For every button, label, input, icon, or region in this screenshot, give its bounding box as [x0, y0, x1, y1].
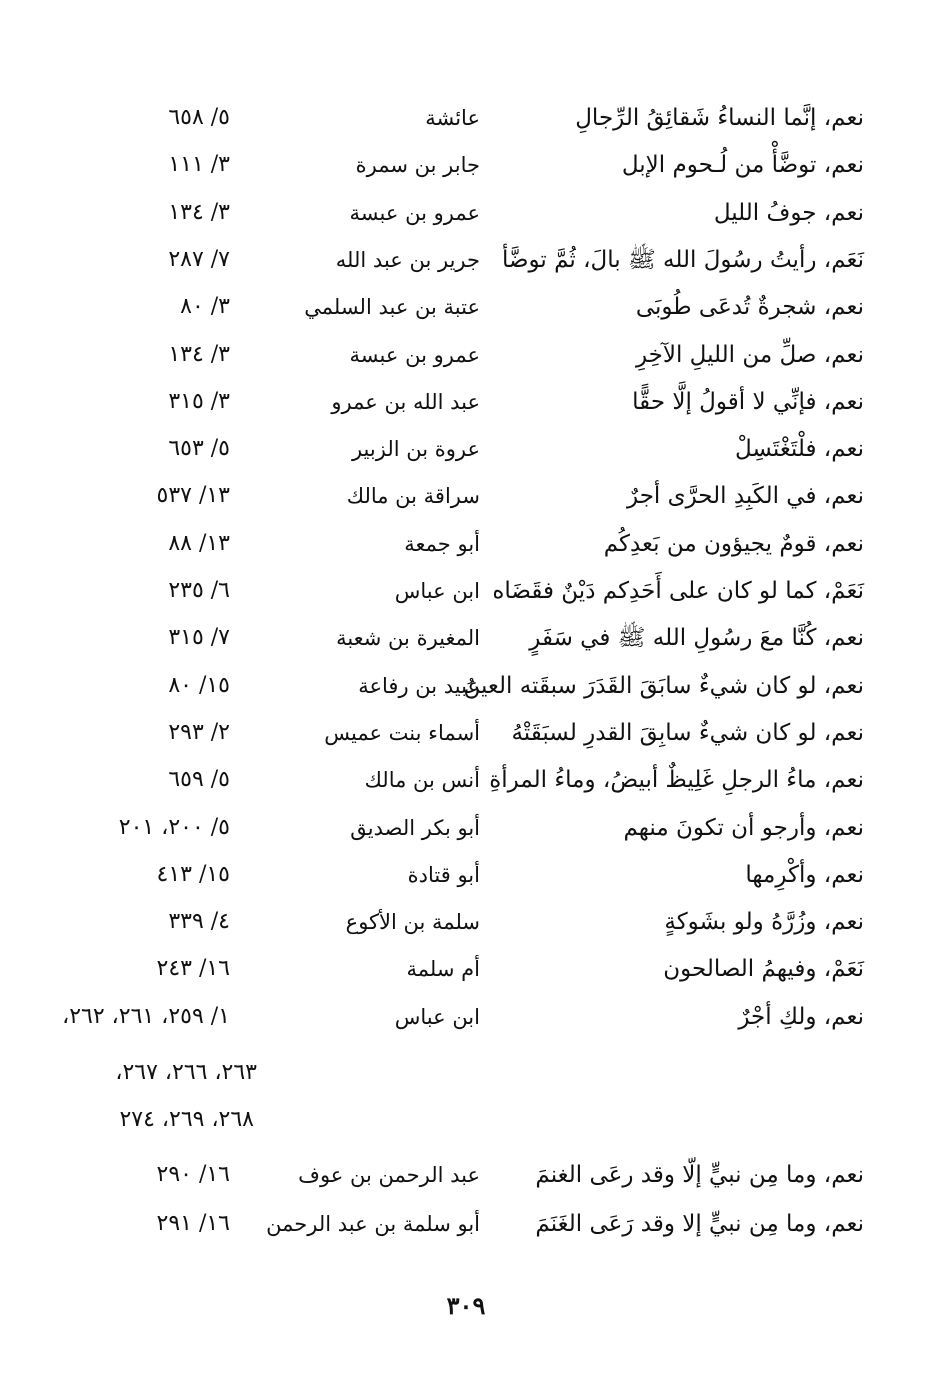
volume-page-ref: ٤/ ٣٣٩ — [168, 909, 230, 935]
narrator-name: عمرو بن عبسة — [349, 342, 480, 367]
hadith-text: نعم، صلِّ من الليلِ الآخِرِ — [635, 341, 864, 368]
hadith-text: نعم، شجرةٌ تُدعَى طُوبَى — [635, 294, 864, 321]
hadith-text: نعم، إنَّما النساءُ شَقائِقُ الرِّجالِ — [575, 105, 864, 131]
hadith-text: نعم، لو كان شيءٌ سابِقَ القدرِ لسبَقَتْهُ — [511, 719, 864, 746]
volume-page-ref: ٧/ ٣١٥ — [168, 625, 230, 651]
volume-page-ref: ١٦/ ٢٩٠ — [156, 1162, 230, 1187]
index-entry — [0, 284, 932, 330]
volume-page-ref: ٣/ ١٣٤ — [168, 341, 230, 367]
hadith-text: نعم، وأكْرِمها — [745, 861, 864, 888]
narrator-name: أنس بن مالك — [364, 768, 480, 793]
index-entry — [0, 190, 932, 236]
narrator-name: أبو جمعة — [404, 531, 480, 556]
narrator-name: أبو بكر الصديق — [350, 815, 480, 840]
index-entry — [0, 237, 932, 283]
narrator-name: سلمة بن الأكوع — [345, 910, 480, 935]
volume-page-ref: ٢/ ٢٩٣ — [168, 719, 230, 745]
volume-page-ref: ١٣/ ٥٣٧ — [156, 483, 230, 509]
hadith-text: نعم، لو كان شيءٌ سابَقَ القَدَرَ سبقَته العينُ — [463, 672, 864, 699]
index-entry — [0, 946, 932, 992]
hadith-text: نَعَمْ، كما لو كان على أَحَدِكم دَيْنٌ فقَضَاه — [492, 578, 864, 604]
hadith-text: نعم، وما مِن نبيٍّ إلا وقد رَعَى الغَنَمَ — [535, 1211, 864, 1237]
narrator-name: المغيرة بن شعبة — [336, 626, 480, 651]
volume-page-ref: ١٦/ ٢٤٣ — [156, 956, 230, 982]
narrator-name: عمرو بن عبسة — [349, 200, 480, 225]
index-entry — [0, 1201, 932, 1247]
narrator-name: سراقة بن مالك — [346, 484, 480, 509]
volume-page-ref: ٧/ ٢٨٧ — [168, 246, 230, 272]
narrator-name: عبد الله بن عمرو — [331, 389, 480, 414]
narrator-name: أبو سلمة بن عبد الرحمن — [266, 1212, 480, 1236]
index-entry — [0, 95, 932, 141]
index-entry — [0, 568, 932, 614]
hadith-text: نعم، فلْتَغْتَسِلْ — [734, 436, 864, 463]
hadith-text: نعم، في الكَبِدِ الحرَّى أجرٌ — [627, 483, 864, 510]
page-number: ٣٠٩ — [446, 1291, 486, 1320]
narrator-name: عائشة — [425, 106, 480, 130]
index-entry — [0, 994, 932, 1040]
hadith-text: نعم، وزُرَّهُ ولو بشَوكةٍ — [664, 909, 864, 936]
narrator-name: جابر بن سمرة — [355, 153, 480, 178]
hadith-text: نعم، كُنَّا معَ رسُولِ الله ﷺ في سَفَرٍ — [529, 625, 864, 652]
hadith-text: نعم، ولكِ أجْرٌ — [738, 1003, 864, 1030]
hadith-text: نَعَم، رأيتُ رسُولَ الله ﷺ بالَ، ثُمَّ توضَّأ — [501, 246, 864, 273]
index-entry — [0, 899, 932, 945]
narrator-name: عبيد بن رفاعة — [358, 673, 480, 698]
hadith-text: نعم، ماءُ الرجلِ غَلِيظٌ أبيضُ، وماءُ المرأةِ — [489, 767, 864, 794]
volume-page-ref: ١٥/ ٨٠ — [168, 672, 230, 698]
hadith-text: نعم، جوفُ الليل — [713, 199, 864, 226]
volume-page-ref: ١٥/ ٤١٣ — [156, 861, 230, 887]
hadith-text: نَعَمْ، وفيهمُ الصالحون — [663, 956, 864, 983]
volume-page-ref: ٥/ ٦٥٩ — [168, 767, 230, 793]
narrator-name: ابن عباس — [394, 1004, 480, 1029]
index-entry — [0, 852, 932, 898]
index-entry — [0, 379, 932, 425]
narrator-name: جرير بن عبد الله — [335, 247, 480, 272]
index-entry — [0, 473, 932, 519]
index-entry — [0, 663, 932, 709]
volume-page-ref: ١٦/ ٢٩١ — [156, 1211, 230, 1236]
index-entry — [0, 615, 932, 661]
volume-page-ref: ٣/ ١١١ — [168, 152, 230, 178]
volume-page-ref: ٥/ ٦٥٣ — [168, 436, 230, 462]
ref-continuation-line-2: ٢٦٨، ٢٦٩، ٢٧٤ — [119, 1107, 254, 1132]
index-entry — [0, 757, 932, 803]
volume-page-ref: ٣/ ٣١٥ — [168, 388, 230, 414]
narrator-name: عتبة بن عبد السلمي — [304, 295, 480, 320]
index-entry — [0, 426, 932, 472]
index-entry — [0, 710, 932, 756]
hadith-text: نعم، وما مِن نبيٍّ إلّا وقد رعَى الغنمَ — [535, 1162, 864, 1188]
narrator-name: عروة بن الزبير — [351, 437, 480, 462]
narrator-name: عبد الرحمن بن عوف — [298, 1163, 480, 1187]
narrator-name: أسماء بنت عميس — [324, 720, 480, 745]
index-entry — [0, 805, 932, 851]
hadith-text: نعم، وأرجو أن تكونَ منهم — [623, 814, 864, 841]
volume-page-ref: ٦/ ٢٣٥ — [168, 578, 230, 603]
hadith-text: نعم، فإنِّي لا أقولُ إلَّا حقًّا — [632, 388, 864, 415]
hadith-text: نعم، توضَّأْ من لُـحوم الإبل — [621, 152, 864, 179]
volume-page-ref: ٣/ ٨٠ — [180, 294, 230, 320]
volume-page-ref: ١٣/ ٨٨ — [168, 530, 230, 556]
index-entry — [0, 521, 932, 567]
volume-page-ref: ١/ ٢٥٩، ٢٦١، ٢٦٢، — [62, 1003, 230, 1029]
index-entry — [0, 142, 932, 188]
volume-page-ref: ٥/ ٢٠٠، ٢٠١ — [118, 814, 230, 840]
index-entry — [0, 1152, 932, 1198]
index-entry — [0, 332, 932, 378]
volume-page-ref: ٥/ ٦٥٨ — [168, 105, 230, 130]
ref-continuation-line-1: ٢٦٣، ٢٦٦، ٢٦٧، — [115, 1060, 257, 1085]
hadith-text: نعم، قومٌ يجيؤون من بَعدِكُم — [603, 530, 864, 557]
narrator-name: أبو قتادة — [407, 862, 480, 887]
volume-page-ref: ٣/ ١٣٤ — [168, 199, 230, 225]
narrator-name: ابن عباس — [394, 579, 480, 603]
narrator-name: أم سلمة — [406, 957, 480, 982]
